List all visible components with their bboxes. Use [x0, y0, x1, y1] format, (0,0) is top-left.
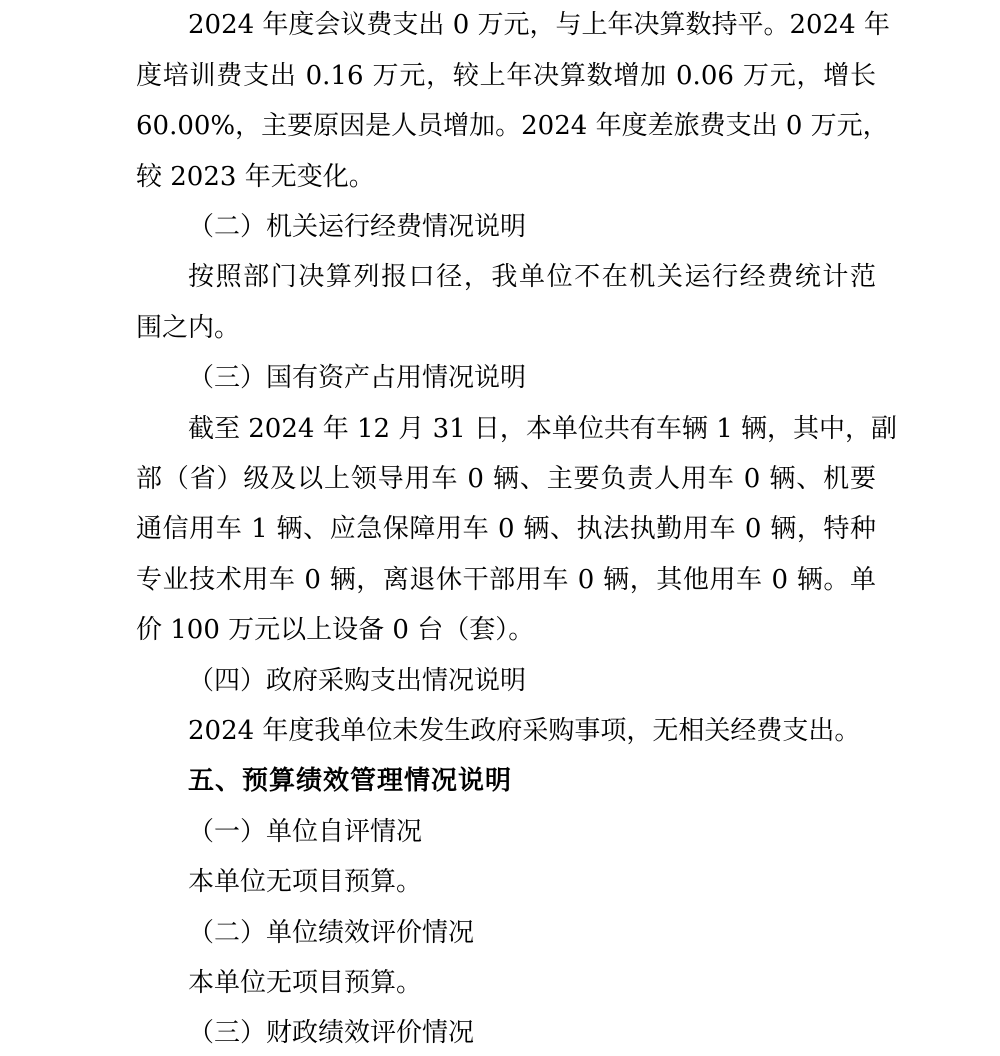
paragraph-state-assets-line-2: 部（省）级及以上领导用车 0 辆、主要负责人用车 0 辆、机要 — [136, 464, 876, 494]
section-heading-operating-funds: （二）机关运行经费情况说明 — [188, 212, 527, 242]
section-heading-performance-management: 五、预算绩效管理情况说明 — [188, 766, 513, 796]
paragraph-operating-funds-line-2: 围之内。 — [136, 313, 241, 343]
paragraph-expenses-line-1: 2024 年度会议费支出 0 万元，与上年决算数持平。2024 年 — [188, 10, 890, 40]
subsection-heading-self-evaluation: （一）单位自评情况 — [188, 817, 423, 847]
section-heading-procurement: （四）政府采购支出情况说明 — [188, 666, 527, 696]
paragraph-state-assets-line-3: 通信用车 1 辆、应急保障用车 0 辆、执法执勤用车 0 辆，特种 — [136, 514, 876, 544]
subsection-heading-unit-evaluation: （二）单位绩效评价情况 — [188, 918, 475, 948]
paragraph-expenses-line-3: 60.00%，主要原因是人员增加。2024 年度差旅费支出 0 万元， — [136, 111, 889, 141]
paragraph-self-evaluation: 本单位无项目预算。 — [188, 867, 423, 897]
paragraph-operating-funds-line-1: 按照部门决算列报口径，我单位不在机关运行经费统计范 — [188, 262, 876, 292]
section-heading-state-assets: （三）国有资产占用情况说明 — [188, 363, 527, 393]
paragraph-expenses-line-4: 较 2023 年无变化。 — [136, 162, 375, 192]
paragraph-state-assets-line-1: 截至 2024 年 12 月 31 日，本单位共有车辆 1 辆，其中，副 — [188, 414, 897, 444]
paragraph-state-assets-line-4: 专业技术用车 0 辆，离退休干部用车 0 辆，其他用车 0 辆。单 — [136, 565, 876, 595]
subsection-heading-fiscal-evaluation: （三）财政绩效评价情况 — [188, 1018, 475, 1048]
paragraph-state-assets-line-5: 价 100 万元以上设备 0 台（套）。 — [136, 615, 535, 645]
paragraph-expenses-line-2: 度培训费支出 0.16 万元，较上年决算数增加 0.06 万元，增长 — [136, 61, 876, 91]
paragraph-procurement: 2024 年度我单位未发生政府采购事项，无相关经费支出。 — [188, 716, 861, 746]
paragraph-unit-evaluation: 本单位无项目预算。 — [188, 968, 423, 998]
